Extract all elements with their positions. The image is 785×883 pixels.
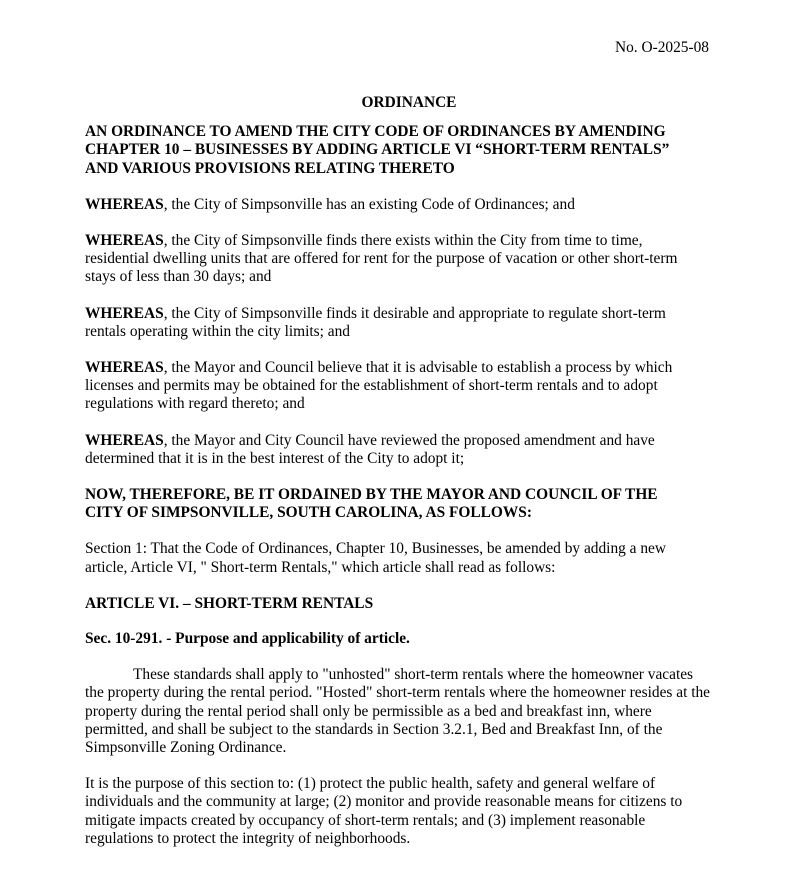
whereas-clause [85,232,710,287]
whereas-text: , the City of Simpsonville has an existing Code of Ordinances; and [163,195,575,213]
heading-line: AND VARIOUS PROVISIONS RELATING THERETO [85,159,455,177]
whereas-clause [85,359,710,414]
document-body [85,94,725,866]
whereas-text: , the Mayor and City Council have reviewed the proposed amendment and have determined that it is in the best interest of the City to adopt it; [85,431,655,467]
heading-line: AN ORDINANCE TO AMEND THE CITY CODE OF ORDINANCES BY AMENDING [85,123,666,141]
whereas-keyword: WHEREAS [85,195,164,213]
whereas-clause [85,196,725,214]
whereas-keyword: WHEREAS [85,359,164,377]
section-heading: Sec. 10-291. - Purpose and applicability of article. [85,630,410,648]
heading-line: CHAPTER 10 – BUSINESSES BY ADDING ARTICLE VI “SHORT-TERM RENTALS” [85,141,670,159]
whereas-keyword: WHEREAS [85,304,164,322]
paragraph-applicability: These standards shall apply to "unhosted" short-term rentals where the homeowner vacates the property during the rental period. "Hosted" short-term rentals where the homeowner resides at the property during the rental period shall only be permissible as a bed and breakfast inn, where permitted, and shall be subject to the standards in Section 3.2.1, Bed and Breakfast Inn, of the Simpsonville Zoning Ordinance. [85,666,710,757]
paragraph-purpose: It is the purpose of this section to: (1) protect the public health, safety and general welfare of individuals and the community at large; (2) monitor and provide reasonable means for citizens to mitigate impacts created by occupancy of short-term rentals; and (3) implement reasonable regulations to protect the integrity of neighborhoods. [85,775,683,847]
ordained-line: CITY OF SIMPSONVILLE, SOUTH CAROLINA, AS FOLLOWS: [85,504,532,522]
section-1-text: Section 1: That the Code of Ordinances, Chapter 10, Businesses, be amended by adding a new article, Article VI, " Short-term Rentals," which article shall read as follows: [85,540,667,576]
ordained-clause [85,486,725,522]
whereas-keyword: WHEREAS [85,232,164,250]
whereas-text: , the City of Simpsonville finds there exists within the City from time to time, residential dwelling units that are offered for rent for the purpose of vacation or other short-term stays of less than 30 days; and [85,232,678,286]
whereas-keyword: WHEREAS [85,431,164,449]
whereas-clause [85,432,695,468]
document-title: ORDINANCE [361,94,457,111]
whereas-text: , the Mayor and Council believe that it is advisable to establish a process by which licenses and permits may be obtained for the establishment of short-term rentals and to adopt regulations with regard thereto; and [85,359,673,413]
ordained-line: NOW, THEREFORE, BE IT ORDAINED BY THE MAYOR AND COUNCIL OF THE [85,486,658,504]
ordinance-number: No. O-2025-08 [614,39,709,56]
article-heading: ARTICLE VI. – SHORT-TERM RENTALS [85,594,374,612]
whereas-text: , the City of Simpsonville finds it desirable and appropriate to regulate short-term rentals operating within the city limits; and [85,304,666,340]
ordinance-heading [85,123,725,178]
whereas-clause [85,305,705,341]
